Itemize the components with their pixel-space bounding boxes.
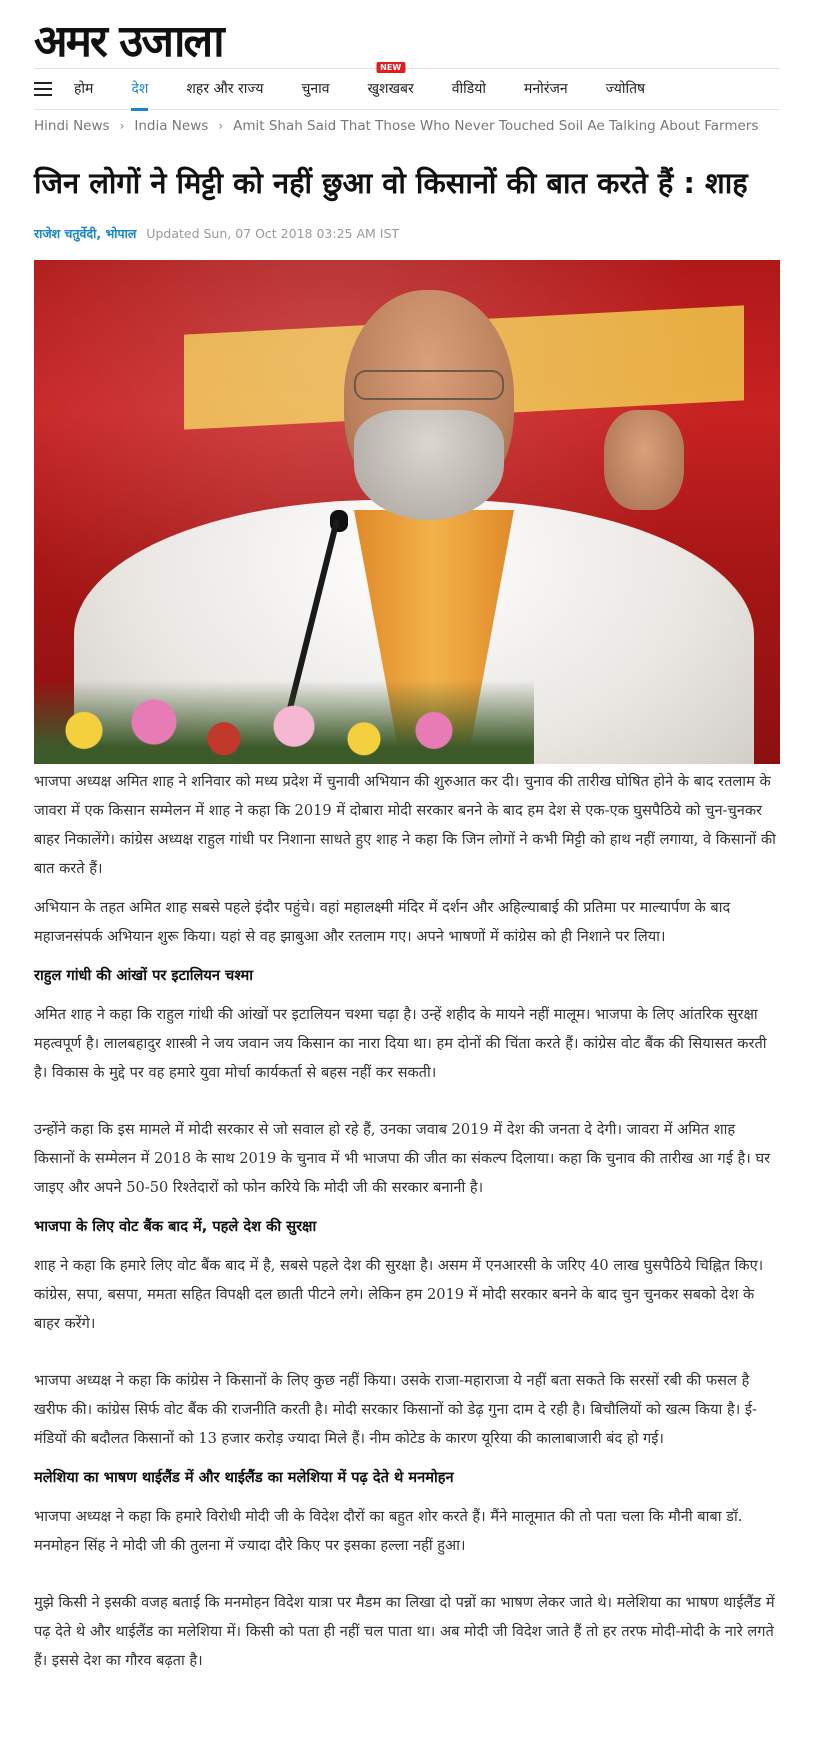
- updated-timestamp: Updated Sun, 07 Oct 2018 03:25 AM IST: [146, 226, 400, 241]
- breadcrumb-separator: ›: [119, 119, 125, 133]
- article-headline: जिन लोगों ने मिट्टी को नहीं छुआ वो किसानों की बात करते हैं : शाह: [34, 166, 748, 200]
- nav-item-desh[interactable]: देश: [131, 68, 148, 110]
- paragraph: उन्होंने कहा कि इस मामले में मोदी सरकार से जो सवाल हो रहे हैं, उनका जवाब 2019 में देश की जनता दे देगी। जावरा में अमित शाह किसानों के सम्मेलन में 2018 के साथ 2019 के चुनाव में भी भाजपा की जीत का संकल्प दिलाया। कहा कि चुनाव की तारीख आ गई है। घर जाइए और अपने 50-50 रिश्तेदारों को फोन करिये कि मोदी जी की सरकार बनानी है।: [34, 1121, 771, 1196]
- new-badge: NEW: [376, 62, 405, 73]
- nav-item-label: खुशखबर: [367, 81, 414, 97]
- nav-item-good-news[interactable]: [367, 63, 414, 110]
- nav-item-astrology[interactable]: ज्योतिष: [605, 81, 646, 97]
- byline: [34, 225, 399, 242]
- menu-icon[interactable]: [34, 82, 52, 96]
- hero-image: [34, 260, 780, 764]
- breadcrumb-hindi-news[interactable]: Hindi News: [34, 118, 110, 134]
- subheading: मलेशिया का भाषण थाईलैंड में और थाईलैंड का मलेशिया में पढ़ देते थे मनमोहन: [34, 1469, 454, 1486]
- nav-item-home[interactable]: होम: [74, 81, 94, 97]
- breadcrumb-separator: ›: [218, 119, 224, 133]
- author-link[interactable]: राजेश चतुर्वेदी, भोपाल: [34, 226, 137, 241]
- subheading: भाजपा के लिए वोट बैंक बाद में, पहले देश की सुरक्षा: [34, 1218, 317, 1235]
- nav-item-elections[interactable]: चुनाव: [301, 81, 330, 97]
- paragraph: भाजपा अध्यक्ष ने कहा कि हमारे विरोधी मोदी जी के विदेश दौरों का बहुत शोर करते हैं। मैंने मालूमात की तो पता चला कि मौनी बाबा डॉ. मनमोहन सिंह ने मोदी जी की तुलना में ज्यादा दौरे किए पर इसका हल्ला नहीं हुआ।: [34, 1508, 743, 1554]
- breadcrumb: [34, 118, 758, 134]
- paragraph: मुझे किसी ने इसकी वजह बताई कि मनमोहन विदेश यात्रा पर मैडम का लिखा दो पन्नों का भाषण लेकर जाते थे। मलेशिया का भाषण थाईलैंड में पढ़ देते थे और थाईलैंड का मलेशिया में। किसी को पता ही नहीं चल पाता था। अब मोदी जी विदेश जाते हैं तो हर तरफ मोदी-मोदी के नारे लगते हैं। इससे देश का गौरव बढ़ता है।: [34, 1594, 775, 1669]
- breadcrumb-india-news[interactable]: India News: [134, 118, 209, 134]
- paragraph: अमित शाह ने कहा कि राहुल गांधी की आंखों पर इटालियन चश्मा चढ़ा है। उन्हें शहीद के मायने नहीं मालूम। भाजपा के लिए आंतरिक सुरक्षा महत्वपूर्ण है। लालबहादुर शास्त्री ने जय जवान जय किसान का नारा दिया था। हम दोनों की चिंता करते हैं। कांग्रेस वोट बैंक की सियासत करती है। विकास के मुद्दे पर वह हमारे युवा मोर्चा कार्यकर्ता से बहस नहीं कर सकती।: [34, 1006, 767, 1081]
- breadcrumb-current: Amit Shah Said That Those Who Never Touched Soil Ae Talking About Farmers: [233, 118, 759, 134]
- nav-item-video[interactable]: वीडियो: [451, 81, 487, 97]
- paragraph: भाजपा अध्यक्ष अमित शाह ने शनिवार को मध्य प्रदेश में चुनावी अभियान की शुरुआत कर दी। चुनाव की तारीख घोषित होने के बाद रतलाम के जावरा में एक किसान सम्मेलन में शाह ने कहा कि 2019 में दोबारा मोदी सरकार बनने के बाद हम देश से एक-एक घुसपैठिये को चुन-चुनकर बाहर निकालेंगे। कांग्रेस अध्यक्ष राहुल गांधी पर निशाना साधते हुए शाह ने कहा कि जिन लोगों ने कभी मिट्टी को हाथ नहीं लगाया, वे किसानों की बात करते हैं।: [34, 773, 776, 877]
- paragraph: भाजपा अध्यक्ष ने कहा कि कांग्रेस ने किसानों के लिए कुछ नहीं किया। उसके राजा-महाराजा ये नहीं बता सकते कि सरसों रबी की फसल है खरीफ की। कांग्रेस सिर्फ वोट बैंक की राजनीति करती है। मोदी सरकार किसानों को डेढ़ गुना दाम दे रही है। बिचौलियों को खत्म किया है। ई-मंडियों की बदौलत किसानों को 13 हजार करोड़ ज्यादा मिले हैं। नीम कोटेड के कारण यूरिया की कालाबाजारी बंद हो गई।: [34, 1372, 757, 1447]
- nav-item-entertainment[interactable]: मनोरंजन: [524, 81, 568, 97]
- nav-item-cities-states[interactable]: शहर और राज्य: [186, 81, 264, 97]
- article-body: [34, 767, 780, 1685]
- paragraph: शाह ने कहा कि हमारे लिए वोट बैंक बाद में है, सबसे पहले देश की सुरक्षा है। असम में एनआरसी के जरिए 40 लाख घुसपैठिये चिह्नित किए। कांग्रेस, सपा, बसपा, ममता सहित विपक्षी दल छाती पीटने लगे। लेकिन हम 2019 में मोदी सरकार बनने के बाद चुन चुनकर सबको देश के बाहर करेंगे।: [34, 1257, 764, 1332]
- subheading: राहुल गांधी की आंखों पर इटालियन चश्मा: [34, 967, 254, 984]
- main-nav: [34, 63, 780, 110]
- paragraph: अभियान के तहत अमित शाह सबसे पहले इंदौर पहुंचे। वहां महालक्ष्मी मंदिर में दर्शन और अहिल्याबाई की प्रतिमा पर माल्यार्पण के बाद महाजनसंपर्क अभियान शुरू किया। यहां से वह झाबुआ और रतलाम गए। अपने भाषणों में कांग्रेस को ही निशाने पर लिया।: [34, 899, 731, 945]
- site-logo[interactable]: अमर उजाला: [34, 16, 223, 67]
